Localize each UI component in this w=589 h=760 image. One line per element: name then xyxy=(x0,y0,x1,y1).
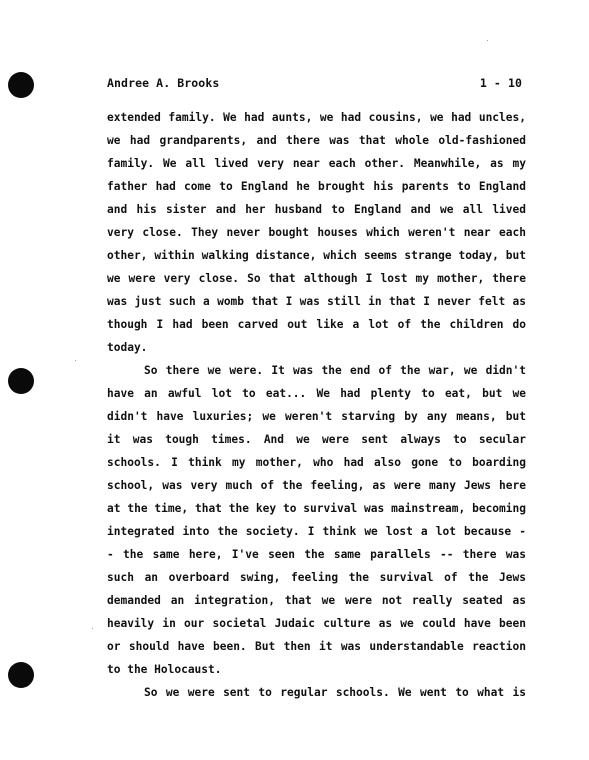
text-line: we were very close. So that although I lost my mother, there xyxy=(107,272,526,285)
text-line: and his sister and her husband to England and we all lived xyxy=(107,203,526,216)
text-line: very close. They never bought houses which weren't near each xyxy=(107,226,526,239)
text-line: to the Holocaust. xyxy=(107,663,222,676)
text-line: extended family. We had aunts, we had cousins, we had uncles, xyxy=(107,111,526,124)
text-line: such an overboard swing, feeling the survival of the Jews xyxy=(107,571,526,584)
text-line: or should have been. But then it was understandable reaction xyxy=(107,640,526,653)
text-line: schools. I think my mother, who had also gone to boarding xyxy=(107,456,526,469)
text-line: integrated into the society. I think we lost a lot because - xyxy=(107,525,526,538)
page-header xyxy=(107,76,522,94)
text-line: though I had been carved out like a lot of the children do xyxy=(107,318,526,331)
punch-hole-middle xyxy=(8,368,34,394)
text-line: we had grandparents, and there was that whole old-fashioned xyxy=(107,134,526,147)
header-page-number: 1 - 10 xyxy=(479,76,522,90)
text-line: So there we were. It was the end of the war, we didn't xyxy=(144,364,526,377)
text-line: - the same here, I've seen the same parallels -- there was xyxy=(107,548,526,561)
punch-hole-top xyxy=(8,72,34,98)
scan-speck xyxy=(75,360,76,361)
text-line: father had come to England he brought his parents to England xyxy=(107,180,526,193)
text-line: was just such a womb that I was still in that I never felt as xyxy=(107,295,526,308)
text-line: have an awful lot to eat... We had plenty to eat, but we xyxy=(107,387,526,400)
transcript-body xyxy=(107,106,526,704)
text-line: heavily in our societal Judaic culture as we could have been xyxy=(107,617,526,630)
scan-speck xyxy=(92,628,93,629)
text-line: demanded an integration, that we were not really seated as xyxy=(107,594,526,607)
text-line: So we were sent to regular schools. We went to what is xyxy=(144,686,526,699)
scan-speck xyxy=(487,40,488,41)
text-line: didn't have luxuries; we weren't starving by any means, but xyxy=(107,410,526,423)
text-line: at the time, that the key to survival was mainstream, becoming xyxy=(107,502,526,515)
text-line: school, was very much of the feeling, as were many Jews here xyxy=(107,479,526,492)
text-line: today. xyxy=(107,341,148,354)
text-line: it was tough times. And we were sent always to secular xyxy=(107,433,526,446)
punch-hole-bottom xyxy=(8,662,34,688)
text-line: other, within walking distance, which seems strange today, but xyxy=(107,249,526,262)
text-line: family. We all lived very near each other. Meanwhile, as my xyxy=(107,157,526,170)
header-author: Andree A. Brooks xyxy=(107,76,220,90)
